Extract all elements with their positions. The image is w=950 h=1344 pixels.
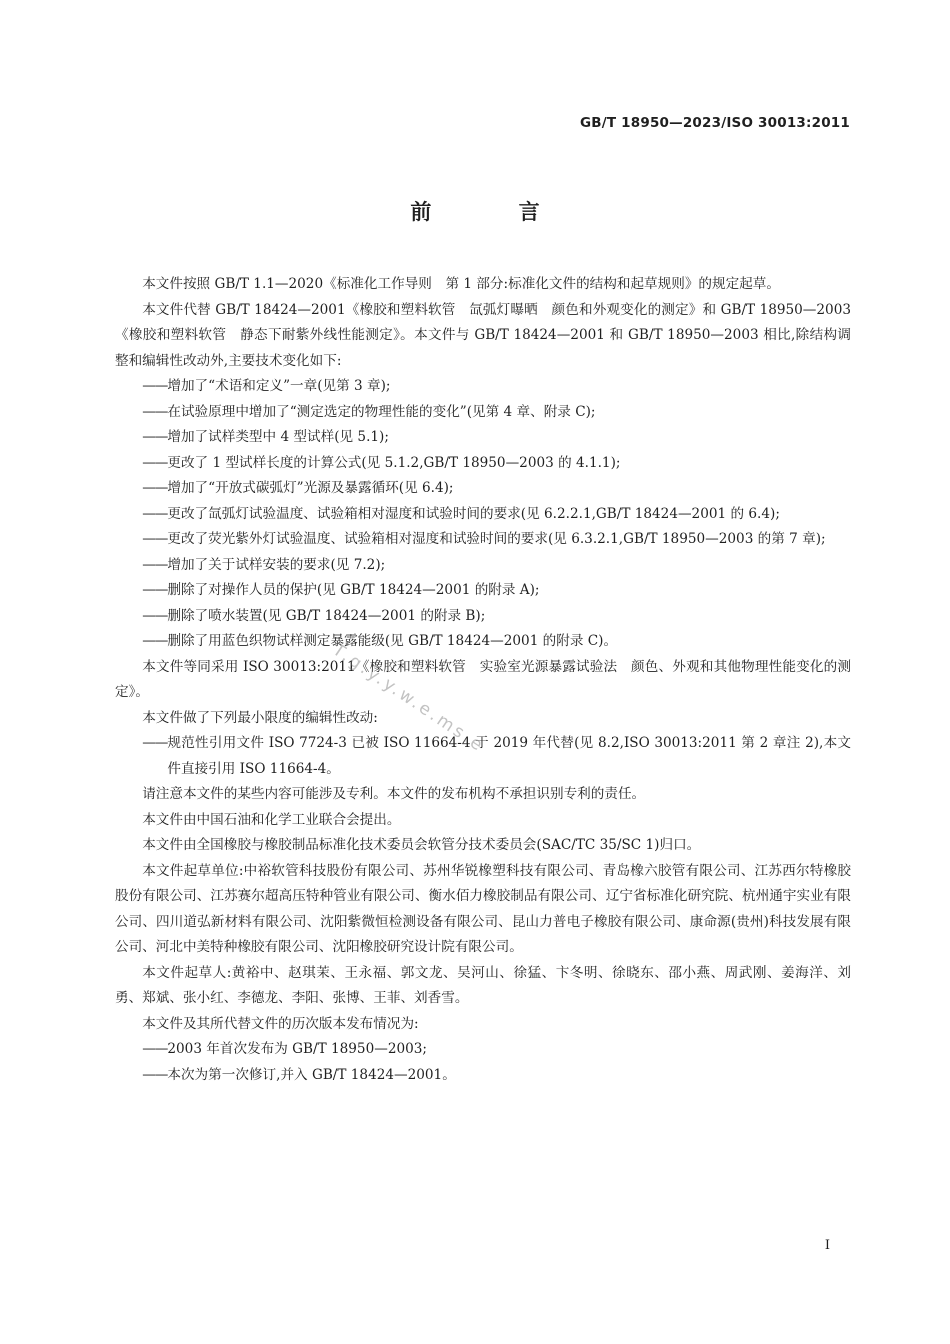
list-item	[115, 553, 851, 579]
list-item	[115, 502, 851, 528]
list-item-text: 增加了“开放式碳弧灯”光源及暴露循环(见 6.4);	[167, 480, 454, 496]
dash-marker: ——	[142, 378, 168, 394]
dash-marker: ——	[142, 582, 168, 598]
paragraph: 本文件及其所代替文件的历次版本发布情况为:	[142, 1015, 419, 1032]
paragraph: 本文件按照 GB/T 1.1—2020《标准化工作导则 第 1 部分:标准化文件的结构和起草规则》的规定起草。	[142, 276, 780, 292]
page-title: 前 言	[410, 200, 580, 224]
list-item-text: 在试验原理中增加了“测定选定的物理性能的变化”(见第 4 章、附录 C);	[167, 403, 596, 420]
dash-marker: ——	[142, 1066, 168, 1083]
standard-number: GB/T 18950—2023/ISO 30013:2011	[579, 115, 850, 131]
dash-marker: ——	[142, 735, 168, 751]
list-item-text: 更改了荧光紫外灯试验温度、试验箱相对湿度和试验时间的要求(见 6.3.2.1,GB/T 18950—2003 的第 7 章);	[167, 531, 826, 547]
dash-marker: ——	[142, 607, 168, 624]
dash-marker: ——	[142, 429, 168, 445]
list-item-text: 更改了氙弧灯试验温度、试验箱相对湿度和试验时间的要求(见 6.2.2.1,GB/T 18424—2001 的 6.4);	[167, 505, 780, 522]
watermark: T.g.y.y.w.e.ms.e	[328, 640, 489, 757]
paragraph: 本文件做了下列最小限度的编辑性改动:	[142, 709, 378, 726]
list-item	[115, 425, 851, 451]
paragraph: 本文件由中国石油和化学工业联合会提出。	[142, 811, 401, 828]
list-item-text: 规范性引用文件 ISO 7724-3 已被 ISO 11664-4 于 2019 年代替(见 8.2,ISO 30013:2011 第 2 章注 2),本文件直接引用 ISO 11664-4。	[167, 735, 851, 777]
list-item-text: 本次为第一次修订,并入 GB/T 18424—2001。	[167, 1066, 456, 1083]
list-item-text: 增加了“术语和定义”一章(见第 3 章);	[167, 378, 391, 394]
list-item	[115, 476, 851, 502]
dash-marker: ——	[142, 505, 168, 522]
list-item-text: 更改了 1 型试样长度的计算公式(见 5.1.2,GB/T 18950—2003 的 4.1.1);	[167, 454, 621, 471]
dash-marker: ——	[142, 556, 168, 573]
dash-marker: ——	[142, 480, 168, 496]
dash-marker: ——	[142, 531, 168, 547]
paragraph: 本文件代替 GB/T 18424—2001《橡胶和塑料软管 氙弧灯曝晒 颜色和外观变化的测定》和 GB/T 18950—2003《橡胶和塑料软管 静态下耐紫外线性能测定》。本文件与 GB/T 18424—2001 和 GB/T 18950—2003 相比,除结构调整和编辑性改动外,主要技术变化如下:	[115, 301, 851, 369]
list-item	[115, 604, 851, 630]
dash-marker: ——	[142, 403, 168, 420]
paragraph: 本文件由全国橡胶与橡胶制品标准化技术委员会软管分技术委员会(SAC/TC 35/SC 1)归口。	[142, 837, 701, 853]
dash-marker: ——	[142, 633, 168, 649]
list-item	[115, 1037, 851, 1063]
page-number: I	[824, 1238, 830, 1253]
list-item-text: 删除了喷水装置(见 GB/T 18424—2001 的附录 B);	[167, 607, 486, 624]
list-item-text: 增加了试样类型中 4 型试样(见 5.1);	[167, 429, 389, 445]
paragraph: 本文件等同采用 ISO 30013:2011《橡胶和塑料软管 实验室光源暴露试验法 颜色、外观和其他物理性能变化的测定》。	[115, 658, 851, 700]
list-item	[115, 400, 851, 426]
dash-marker: ——	[142, 454, 168, 471]
paragraph: 本文件起草人:黄裕中、赵琪茉、王永福、郭文龙、吴河山、徐猛、卞冬明、徐晓东、邵小燕、周武刚、姜海洋、刘勇、郑斌、张小红、李德龙、李阳、张博、王菲、刘香雪。	[115, 964, 851, 1006]
list-item	[115, 527, 851, 553]
list-item	[115, 1063, 851, 1089]
paragraph: 本文件起草单位:中裕软管科技股份有限公司、苏州华锐橡塑科技有限公司、青岛橡六胶管有限公司、江苏西尔特橡胶股份有限公司、江苏赛尔超高压特种管业有限公司、衡水佰力橡胶制品有限公司、辽宁省标准化研究院、杭州通宇实业有限公司、四川道弘新材料有限公司、沈阳紫微恒检测设备有限公司、昆山力普电子橡胶有限公司、康命源(贵州)科技发展有限公司、河北中美特种橡胶有限公司、沈阳橡胶研究设计院有限公司。	[115, 862, 851, 955]
list-item-text: 删除了对操作人员的保护(见 GB/T 18424—2001 的附录 A);	[167, 582, 540, 598]
paragraph: 请注意本文件的某些内容可能涉及专利。本文件的发布机构不承担识别专利的责任。	[142, 786, 646, 802]
list-item	[115, 451, 851, 477]
list-item-text: 增加了关于试样安装的要求(见 7.2);	[167, 556, 386, 573]
dash-marker: ——	[142, 1041, 168, 1057]
list-item	[115, 629, 851, 655]
foreword-body	[115, 272, 851, 1088]
list-item	[115, 374, 851, 400]
list-item-text: 删除了用蓝色织物试样测定暴露能级(见 GB/T 18424—2001 的附录 C)。	[167, 633, 618, 649]
list-item	[115, 578, 851, 604]
list-item-text: 2003 年首次发布为 GB/T 18950—2003;	[167, 1041, 428, 1057]
